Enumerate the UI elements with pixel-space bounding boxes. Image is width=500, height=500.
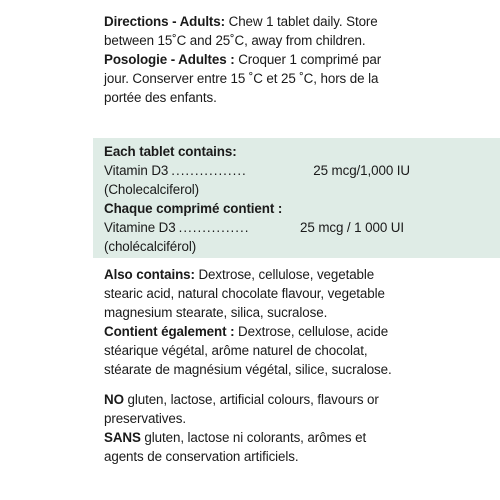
free-from-section [104,390,484,466]
also-en-line-3: magnesium stearate, silica, sucralose. [104,305,328,320]
directions-fr-heading: Posologie - Adultes : [104,52,235,67]
leader-dots-en: ................ [171,163,247,178]
free-fr-line-1 [104,428,484,447]
directions-en-line-1 [104,12,484,31]
free-fr-text: gluten, lactose ni colorants, arômes et [140,430,367,445]
directions-en-text: Chew 1 tablet daily. Store [225,14,378,29]
ingredient-amount-fr: 25 mcg / 1 000 UI [300,220,404,235]
leader-dots-fr: ............... [178,220,250,235]
also-fr-line-2: stéarique végétal, arôme naturel de chocolat, [104,343,368,358]
free-en-text: gluten, lactose, artificial colours, flavours or [123,392,379,407]
directions-fr-line-1 [104,50,484,69]
also-en-text: Dextrose, cellulose, vegetable [194,267,375,282]
ingredient-amount-en: 25 mcg/1,000 IU [313,163,410,178]
free-en-line-1 [104,390,484,409]
also-fr-text: Dextrose, cellulose, acide [234,324,389,339]
ingredient-row-en [104,161,410,180]
free-fr-line-2: agents de conservation artificiels. [104,449,299,464]
directions-fr-text: Croquer 1 comprimé par [234,52,382,67]
also-fr-line-3: stéarate de magnésium végétal, silice, sucralose. [104,362,392,377]
also-en-line-1 [104,265,484,284]
directions-en-heading: Directions - Adults: [104,14,226,29]
directions-fr-line-3: portée des enfants. [104,90,217,105]
ingredient-source-en: (Cholecalciferol) [104,182,200,197]
also-fr-heading: Contient également : [104,324,235,339]
free-fr-heading: SANS [104,430,141,445]
directions-en-line-2: between 15˚C and 25˚C, away from children. [104,33,366,48]
medicinal-ingredients-panel [93,138,500,258]
ingredient-source-fr: (cholécalciférol) [104,239,197,254]
ingredient-name-en: Vitamin D3 [104,163,169,178]
also-fr-line-1 [104,322,484,341]
ingredient-name-fr: Vitamine D3 [104,220,176,235]
also-en-line-2: stearic acid, natural chocolate flavour, vegetable [104,286,385,301]
also-en-heading: Also contains: [104,267,195,282]
directions-section [104,12,484,107]
directions-fr-line-2: jour. Conserver entre 15 ˚C et 25 ˚C, hors de la [104,71,379,86]
non-medicinal-section [104,265,484,379]
free-en-line-2: preservatives. [104,411,186,426]
ingredient-row-fr [104,218,404,237]
contents-fr-heading: Chaque comprimé contient : [104,201,283,216]
contents-en-heading: Each tablet contains: [104,144,237,159]
free-en-heading: NO [104,392,124,407]
